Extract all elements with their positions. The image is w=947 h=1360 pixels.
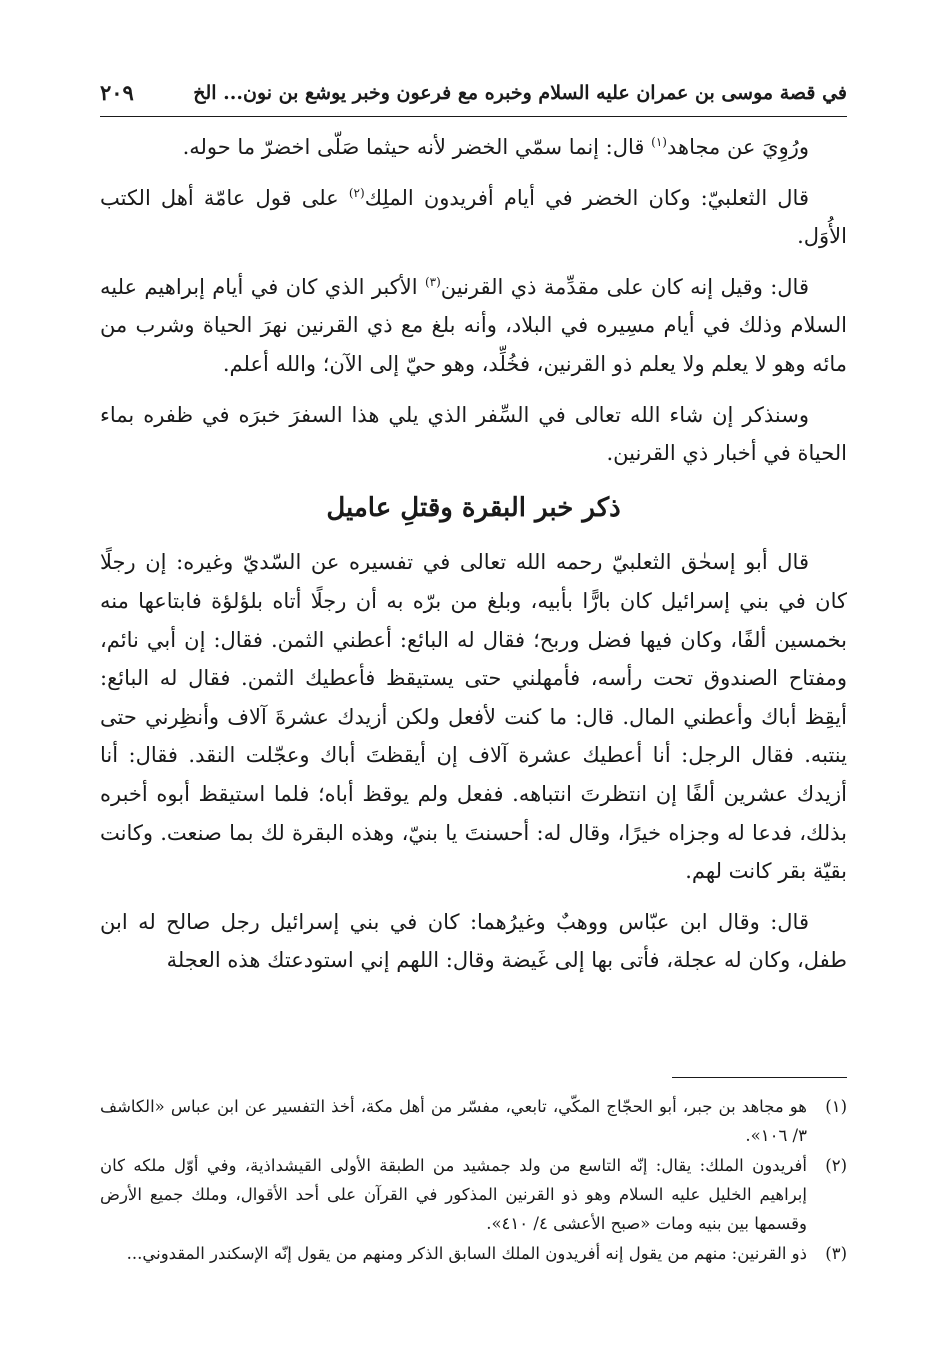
footnote-ref: (١): [651, 135, 667, 149]
paragraph: قال أبو إسحٰق الثعلبيّ رحمه الله تعالى في تفسيره عن السّديّ وغيره: إن رجلًا كان في بني إسرائيل كان بارًّا بأبيه، وبلغ من برّه به أن رجلًا أتاه بلؤلؤة فابتاعها منه بخمسين ألفًا، وكان فيها فضل وربح؛ فقال له البائع: أعطني الثمن. فقال: إن أبي نائم، ومفتاح الصندوق تحت رأسه، فأمهلني حتى يستيقظ فأعطيك الثمن. فقال له البائع: أيقِظ أباك وأعطني المال. قال: ما كنت لأفعل ولكن أزيدك عشرةَ آلاف وأنظِرني حتى ينتبه. فقال الرجل: أنا أعطيك عشرة آلاف إن أيقظتَ أباك وعجّلت النقد. فقال: أنا أزيدك عشرين ألفًا إن انتظرتَ انتباهه. ففعل ولم يوقظ أباه؛ فلما استيقظ أبوه أخبره بذلك، فدعا له وجزاه خيرًا، وقال له: أحسنتَ يا بنيّ، وهذه البقرة لك بما صنعت. وكانت بقيّة بقر كانت لهم.: [100, 550, 847, 884]
running-header: [100, 78, 847, 117]
footnote-text: هو مجاهد بن جبر، أبو الحجّاج المكّي، تابعي، مفسّر من أهل مكة، أخذ التفسير عن ابن عباس «الكاشف ٣/ ١٠٦».: [100, 1097, 807, 1145]
footnote-ref: (٢): [348, 185, 365, 200]
footnote-ref: (٣): [424, 274, 441, 289]
page-number: ٢٠٩: [100, 80, 134, 105]
footnote-number: (١): [825, 1097, 847, 1116]
footnote-text: ذو القرنين: منهم من يقول إنه أفريدون الملك السابق الذكر ومنهم من يقول إنّه الإسكندر المقدوني...: [126, 1244, 807, 1263]
running-title: في قصة موسى بن عمران عليه السلام وخبره مع فرعون وخبر يوشع بن نون... الخ: [193, 82, 847, 104]
section-heading: ذكر خبر البقرة وقتلِ عاميل: [326, 492, 621, 523]
paragraph: ورُوِيَ عن مجاهد$^{(١)}$ قال: إنما سمّي الخضر لأنه حيثما صَلّى اخضرّ ما حوله.: [182, 135, 809, 159]
footnote-separator: [672, 1077, 847, 1078]
paragraph: قال: وقيل إنه كان على مقدِّمة ذي القرنين$^{(٣)}$ الأكبر الذي كان في أيام إبراهيم عليه السلام وذلك في أيام مسِيره في البلاد، وأنه بلغ مع ذي القرنين نهرَ الحياة وشرب من مائه وهو لا يعلم ولا يعلم ذو القرنين، فخُلِّد، وهو حيّ إلى الآن؛ والله أعلم.: [100, 274, 847, 376]
footnote: [100, 1239, 847, 1268]
paragraph: قال الثعلبيّ: وكان الخضر في أيام أفريدون الملِك$^{(٢)}$ على قول عامّة أهل الكتب الأُوَل.: [100, 185, 847, 249]
footnotes: [100, 1092, 847, 1269]
footnote-number: (٣): [825, 1244, 847, 1263]
paragraph: وسنذكر إن شاء الله تعالى في السِّفر الذي يلي هذا السفرَ خبرَه في ظفره بماء الحياة في أخبار ذي القرنين.: [100, 402, 847, 466]
footnote: [100, 1151, 847, 1238]
paragraph: قال: وقال ابن عبّاس ووهبٌ وغيرُهما: كان في بني إسرائيل رجل صالح له ابن طفل، وكان له عجلة، فأتى بها إلى غَيضة وقال: اللهم إني استودعتك هذه العجلة: [100, 909, 847, 973]
footnote-text: أفريدون الملك: يقال: إنّه التاسع من ولد جمشيد من الطبقة الأولى القيشداذية، وفي أوّل ملكه كان إبراهيم الخليل عليه السلام وهو ذو القرنين المذكور في القرآن على أحد الأقوال، وملك جميع الأرض وقسمها بين بنيه ومات «صبح الأعشى ٤/ ٤١٠».: [100, 1156, 807, 1233]
footnote: [100, 1092, 847, 1150]
footnote-number: (٢): [825, 1156, 847, 1175]
main-text: [100, 128, 847, 992]
